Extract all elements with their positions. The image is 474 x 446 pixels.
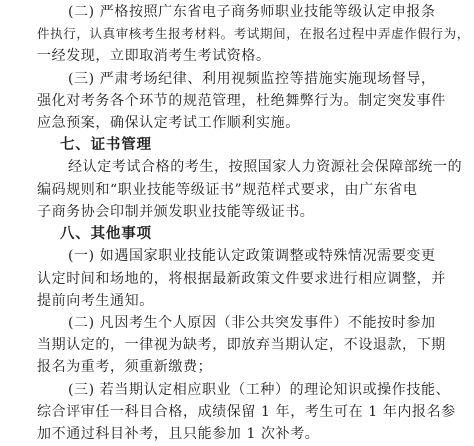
- list-item-line: 报名为重考，须重新缴费；: [37, 359, 213, 375]
- paragraph-line: 件执行，认真审核考生报考材料。考试期间，在报名过程中弄虚作假行为，: [37, 26, 470, 41]
- section-heading-other: 八、其他事项: [60, 226, 152, 242]
- paragraph-line: 强化对考务各个环节的规范管理，杜绝舞弊行为。制定突发事件: [37, 93, 446, 109]
- list-item-line: (一) 如遇国家职业技能认定政策调整或特殊情况需要变更: [68, 248, 436, 264]
- paragraph-line: 编码规则和“职业技能等级证书”规范样式要求，由广东省电: [37, 182, 418, 198]
- paragraph-line: 子商务协会印制并颁发职业技能等级证书。: [37, 204, 315, 220]
- paragraph-line: 应急预案，确保认定考试工作顺利实施。: [37, 115, 300, 131]
- list-item-line: 提前向考生通知。: [37, 293, 154, 309]
- list-item-line: 加不通过科目补考，且只能参加 1 次补考。: [37, 426, 320, 442]
- list-item-line: 综合评审任一科目合格，成绩保留 1 年，考生可在 1 年内报名参: [37, 404, 456, 420]
- list-item-line: 认定时间和场地的，将根据最新政策文件要求进行相应调整，并: [37, 271, 446, 287]
- paragraph-line: 经认定考试合格的考生，按照国家人力资源社会保障部统一的: [68, 159, 463, 175]
- section-heading-certificate: 七、证书管理: [60, 137, 152, 153]
- paragraph-line: 一经发现，立即取消考生考试资格。: [37, 48, 271, 64]
- list-item-line: (三) 若当期认定相应职业（工种）的理论知识或操作技能、: [68, 382, 451, 398]
- list-item-line: 当期认定的，一律视为缺考，即放弃当期认定，不设退款，下期: [37, 337, 446, 353]
- paragraph-line: (三) 严肃考场纪律、利用视频监控等措施实施现场督导，: [68, 71, 436, 87]
- paragraph-line: (二) 严格按照广东省电子商务师职业技能等级认定申报条: [68, 4, 436, 20]
- list-item-line: (二) 凡因考生个人原因（非公共突发事件）不能按时参加: [68, 315, 436, 331]
